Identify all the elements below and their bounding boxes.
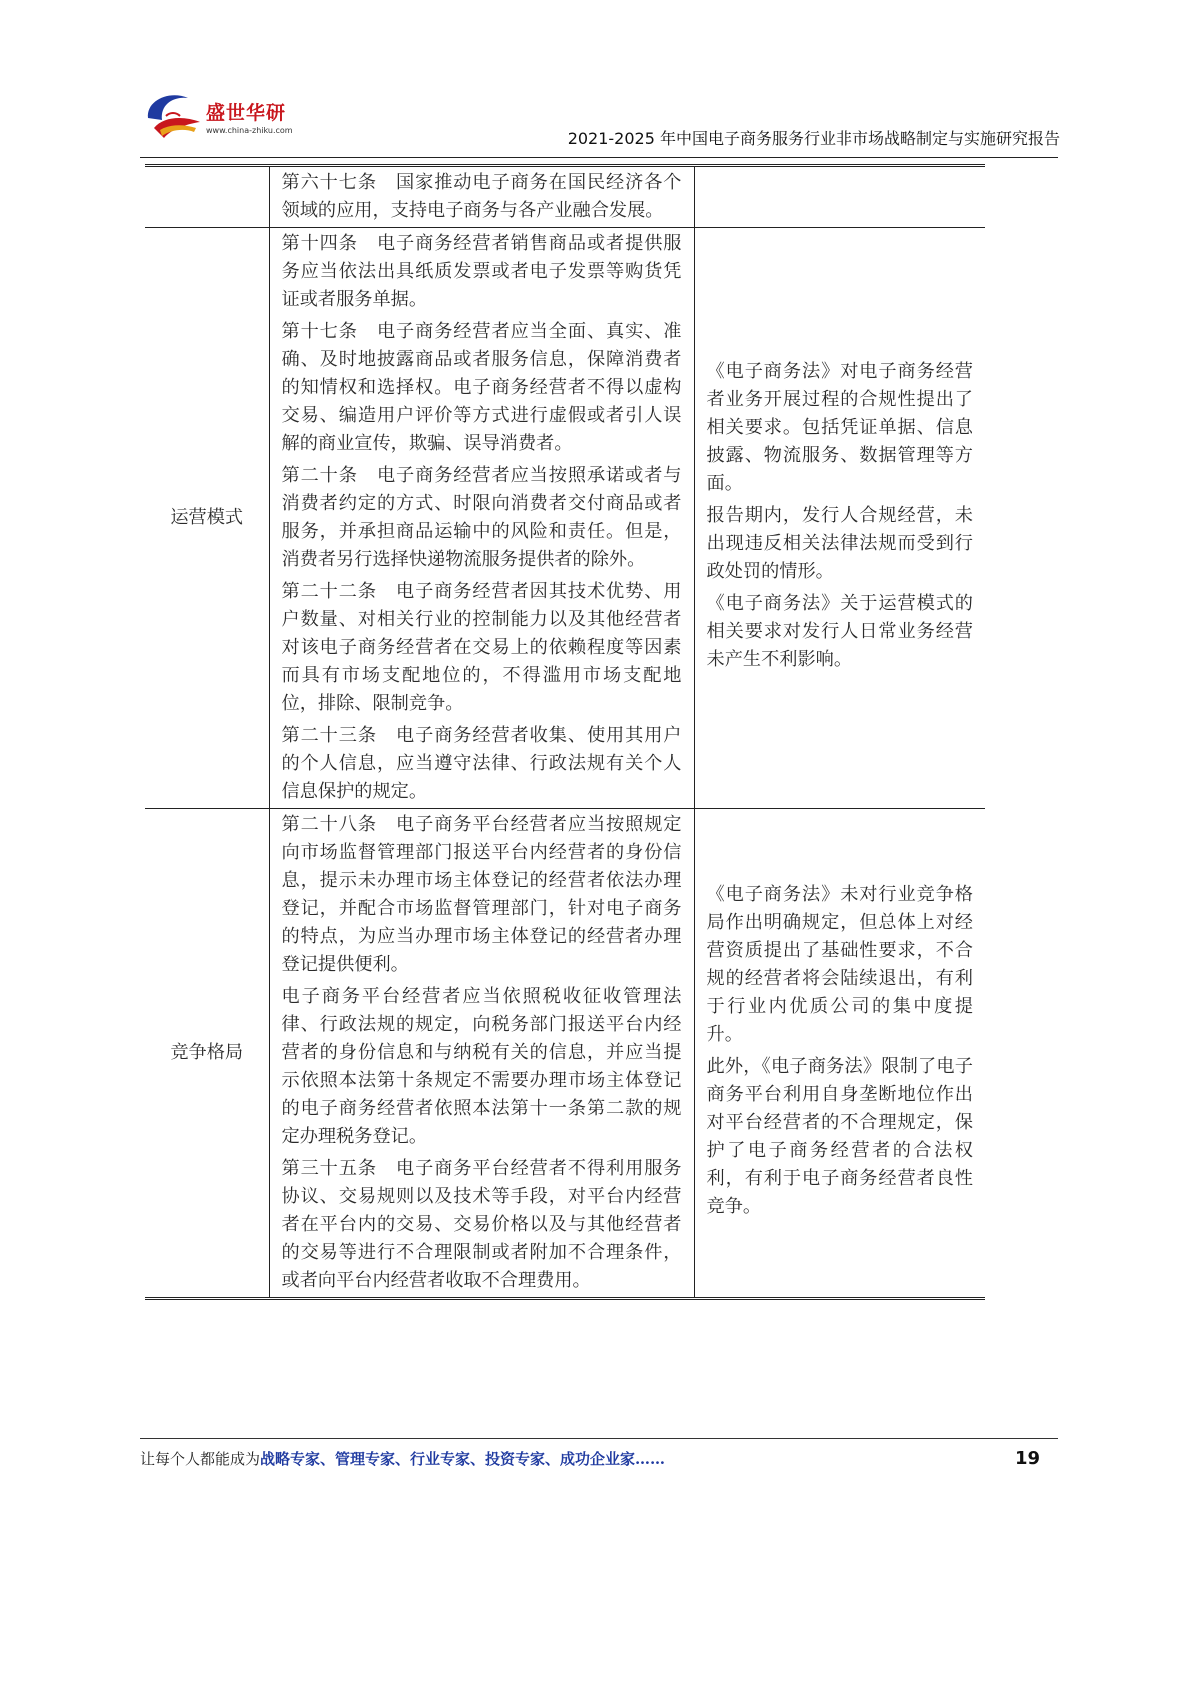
law-text-cell (269, 166, 694, 228)
impact-note: 此外，《电子商务法》限制了电子商务平台利用自身垄断地位作出对平台经营者的不合理规定，保护了电子商务经营者的合法权利，有利于电子商务经营者良性竞争。 (706, 1056, 973, 1217)
law-article: 第二十二条 电子商务经营者因其技术优势、用户数量、对相关行业的控制能力以及其他经营者对该电子商务经营者在交易上的依赖程度等因素而具有市场支配地位的，不得滥用市场支配地位，排除、限制竞争。 (281, 581, 682, 714)
category-cell: 运营模式 (145, 228, 269, 809)
law-article: 第十七条 电子商务经营者应当全面、真实、准确、及时地披露商品或者服务信息，保障消费者的知情权和选择权。电子商务经营者不得以虚构交易、编造用户评价等方式进行虚假或者引人误解的商业宣传，欺骗、误导消费者。 (281, 321, 682, 454)
regulation-table (145, 164, 985, 1300)
law-article: 第二十三条 电子商务经营者收集、使用其用户的个人信息，应当遵守法律、行政法规有关个人信息保护的规定。 (281, 725, 682, 802)
law-article: 第三十五条 电子商务平台经营者不得利用服务协议、交易规则以及技术等手段，对平台内经营者在平台内的交易、交易价格以及与其他经营者的交易等进行不合理限制或者附加不合理条件，或者向平台内经营者收取不合理费用。 (281, 1158, 682, 1291)
logo-url: www.china-zhiku.com (206, 126, 293, 135)
category-cell (145, 166, 269, 228)
impact-note-cell (694, 809, 985, 1299)
page-header (140, 80, 1060, 158)
regulation-table-wrapper (145, 164, 985, 1300)
slogan-lead: 让每个人都能成为 (140, 1450, 261, 1468)
table-row (145, 166, 985, 228)
header-divider (140, 157, 1058, 158)
company-logo (140, 86, 320, 146)
impact-note-cell (694, 228, 985, 809)
logo-name: 盛世华研 (206, 102, 287, 124)
category-cell: 竞争格局 (145, 809, 269, 1299)
law-article: 第二十八条 电子商务平台经营者应当按照规定向市场监督管理部门报送平台内经营者的身份信息，提示未办理市场主体登记的经营者依法办理登记，并配合市场监督管理部门，针对电子商务的特点，为应当办理市场主体登记的经营者办理登记提供便利。 (281, 814, 682, 975)
law-text-cell (269, 809, 694, 1299)
impact-note: 《电子商务法》未对行业竞争格局作出明确规定，但总体上对经营资质提出了基础性要求，不合规的经营者将会陆续退出，有利于行业内优质公司的集中度提升。 (706, 884, 973, 1045)
page-footer (140, 1448, 1058, 1478)
law-article: 第六十七条 国家推动电子商务在国民经济各个领域的应用，支持电子商务与各产业融合发展。 (281, 172, 682, 221)
slogan-highlight: 战略专家、管理专家、行业专家、投资专家、成功企业家…… (260, 1450, 666, 1468)
report-title: 2021-2025 年中国电子商务服务行业非市场战略制定与实施研究报告 (567, 129, 1060, 148)
footer-divider (140, 1438, 1058, 1439)
table-row (145, 809, 985, 1299)
impact-note: 《电子商务法》对电子商务经营者业务开展过程的合规性提出了相关要求。包括凭证单据、信息披露、物流服务、数据管理等方面。 (706, 361, 973, 494)
law-article: 第二十条 电子商务经营者应当按照承诺或者与消费者约定的方式、时限向消费者交付商品或者服务，并承担商品运输中的风险和责任。但是，消费者另行选择快递物流服务提供者的除外。 (281, 465, 682, 570)
law-article: 第十四条 电子商务经营者销售商品或者提供服务应当依法出具纸质发票或者电子发票等购货凭证或者服务单据。 (281, 233, 682, 310)
impact-note: 《电子商务法》关于运营模式的相关要求对发行人日常业务经营未产生不利影响。 (706, 593, 973, 670)
logo-emblem-icon (140, 86, 204, 146)
impact-note-cell (694, 166, 985, 228)
impact-note: 报告期内，发行人合规经营，未出现违反相关法律法规而受到行政处罚的情形。 (706, 505, 973, 582)
law-text-cell (269, 228, 694, 809)
table-row (145, 228, 985, 809)
law-article: 电子商务平台经营者应当依照税收征收管理法律、行政法规的规定，向税务部门报送平台内经营者的身份信息和与纳税有关的信息，并应当提示依照本法第十条规定不需要办理市场主体登记的电子商务经营者依照本法第十一条第二款的规定办理税务登记。 (281, 986, 682, 1147)
page-number: 19 (1014, 1448, 1040, 1469)
